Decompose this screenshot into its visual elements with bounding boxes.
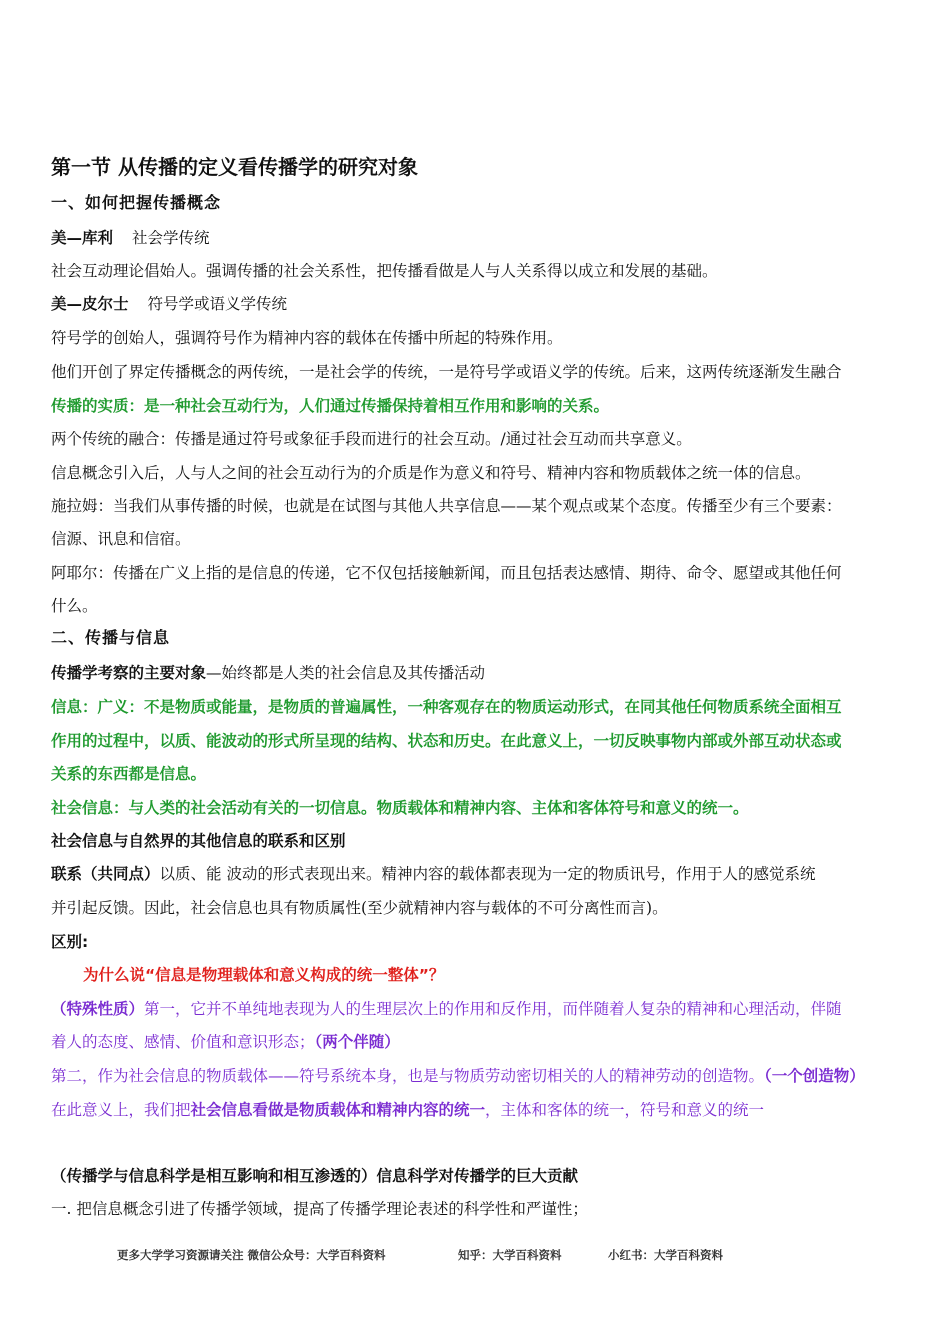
special-2-bold: （两个伴随）: [314, 1033, 400, 1051]
cooley-line: [51, 228, 209, 248]
info-def-2: 作用的过程中，以质、能波动的形式所呈现的结构、状态和历史。在此意义上，一切反映事物内部或外部互动状态或: [51, 732, 842, 750]
info-concept: 信息概念引入后，人与人之间的社会互动行为的介质是作为意义和符号、精神内容和物质载体之统一体的信息。: [51, 464, 811, 482]
peirce-tradition: 符号学或语义学传统: [147, 295, 287, 313]
cooley-tradition: 社会学传统: [131, 229, 210, 247]
cooley-desc: 社会互动理论倡始人。强调传播的社会关系性，把传播看做是人与人关系得以成立和发展的基础。: [51, 262, 718, 280]
main-object-rest: —始终都是人类的社会信息及其传播活动: [206, 664, 486, 682]
cooley-name: 美—库利: [51, 229, 114, 247]
footer-zhihu: 知乎：大学百科资料: [458, 1248, 562, 1262]
social-info: 社会信息：与人类的社会活动有关的一切信息。物质载体和精神内容、主体和客体符号和意义的统一。: [51, 799, 749, 817]
peirce-name: 美—皮尔士: [51, 295, 129, 313]
info-def-3: 关系的东西都是信息。: [51, 765, 207, 783]
fusion: 两个传统的融合：传播是通过符号或象征手段而进行的社会互动。/通过社会互动而共享意义。: [51, 430, 692, 448]
special-2: [51, 1032, 400, 1052]
meaning-line: [51, 1100, 764, 1120]
heading-one: 一、如何把握传播概念: [51, 193, 222, 212]
footer-xiaohongshu: 小红书：大学百科资料: [608, 1248, 723, 1262]
ayer-2: 什么。: [51, 597, 98, 615]
meaning-b: 社会信息看做是物质载体和精神内容的统一: [190, 1101, 486, 1119]
peirce-desc: 符号学的创始人，强调符号作为精神内容的载体在传播中所起的特殊作用。: [51, 329, 563, 347]
special-2-rest: 着人的态度、感情、价值和意识形态；: [51, 1033, 315, 1051]
meaning-a: 在此意义上，我们把: [51, 1101, 191, 1119]
info-def-1: 信息：广义：不是物质或能量，是物质的普遍属性，一种客观存在的物质运动形式，在同其他任何物质系统全面相互: [51, 698, 842, 716]
second-text: 第二，作为社会信息的物质载体——符号系统本身，也是与物质劳动密切相关的人的精神劳动的创造物。: [51, 1067, 765, 1085]
two-traditions: 他们开创了界定传播概念的两传统，一是社会学的传统，一是符号学或语义学的传统。后来，这两传统逐渐发生融合: [51, 363, 842, 381]
link-bold: 联系（共同点）: [51, 865, 160, 883]
meaning-c: ，主体和客体的统一，符号和意义的统一: [485, 1101, 765, 1119]
special-1: [51, 999, 842, 1019]
schramm-1: 施拉姆：当我们从事传播的时候，也就是在试图与其他人共享信息——某个观点或某个态度。传播至少有三个要素：: [51, 497, 842, 515]
peirce-line: [51, 294, 287, 314]
second-line: [51, 1066, 865, 1086]
contrib-1: 一. 把信息概念引进了传播学领域，提高了传播学理论表述的科学性和严谨性；: [51, 1200, 588, 1218]
section-title: 第一节 从传播的定义看传播学的研究对象: [51, 155, 418, 179]
link-rest: 以质、能 波动的形式表现出来。精神内容的载体都表现为一定的物质讯号，作用于人的感觉系统: [159, 865, 816, 883]
footer-wechat: 更多大学学习资源请关注 微信公众号：大学百科资料: [117, 1248, 386, 1262]
difference-label: 区别:: [51, 933, 89, 951]
essence: 传播的实质：是一种社会互动行为，人们通过传播保持着相互作用和影响的关系。: [51, 397, 610, 415]
schramm-2: 信源、讯息和信宿。: [51, 530, 191, 548]
main-object-bold: 传播学考察的主要对象: [51, 664, 207, 682]
second-bold: （一个创造物）: [764, 1067, 865, 1085]
main-object: [51, 663, 485, 683]
link-2: 并引起反馈。因此，社会信息也具有物质属性(至少就精神内容与载体的不可分离性而言)。: [51, 899, 668, 917]
relation-title: 社会信息与自然界的其他信息的联系和区别: [51, 832, 346, 850]
contrib-title: （传播学与信息科学是相互影响和相互渗透的）信息科学对传播学的巨大贡献: [51, 1167, 579, 1185]
link-line: [51, 864, 815, 884]
special-bold: （特殊性质）: [51, 1000, 145, 1018]
special-rest: 第一，它并不单纯地表现为人的生理层次上的作用和反作用，而伴随着人复杂的精神和心理活动，伴随: [144, 1000, 842, 1018]
heading-two: 二、传播与信息: [51, 628, 171, 647]
ayer-1: 阿耶尔：传播在广义上指的是信息的传递，它不仅包括接触新闻，而且包括表达感情、期待、命令、愿望或其他任何: [51, 564, 842, 582]
why-question: 为什么说“信息是物理载体和意义构成的统一整体”？: [83, 966, 445, 984]
